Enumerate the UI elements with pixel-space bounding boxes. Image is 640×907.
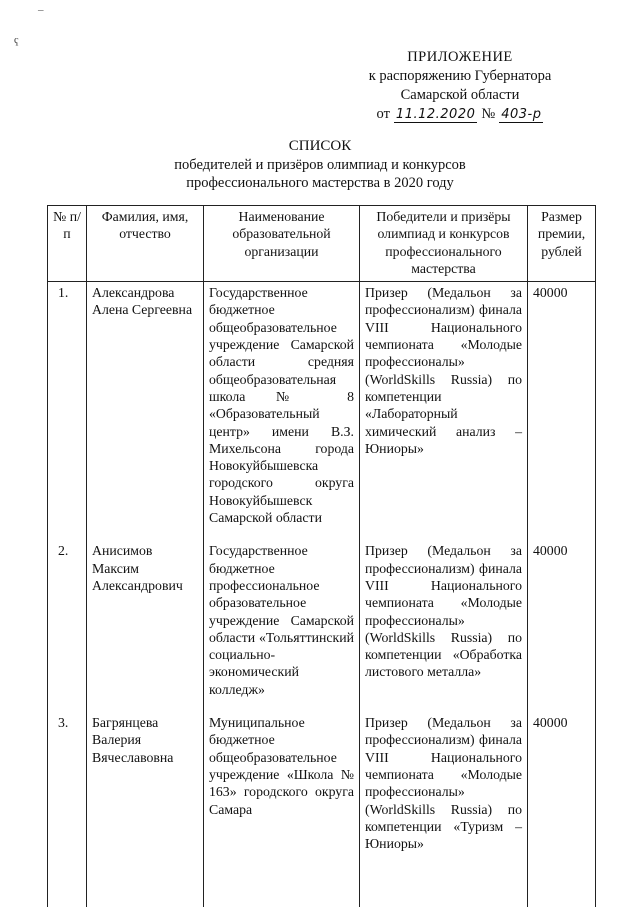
decree-date-handwritten: 11.12.2020	[395, 107, 476, 122]
appendix-block	[355, 48, 565, 124]
title-line-3: профессионального мастерства в 2020 году	[186, 175, 454, 191]
row-number: 1.	[48, 282, 87, 541]
row-number: 3.	[48, 712, 87, 907]
row-award: Призер (Медальон за профессионализм) финала VIII Национального чемпионата «Молодые профессионалы» (WorldSkills Russia) по компетенции «Туризм – Юниоры»	[360, 712, 528, 907]
decree-number-handwritten: 403-р	[501, 107, 542, 122]
row-organization: Государственное бюджетное общеобразовательное учреждение Самарской области средняя общеобразовательная школа № 8 «Образовательный центр» имени В.З. Михельсона города Новокуйбышевска городского округа Новокуйбышевск Самарской области	[204, 282, 360, 541]
row-name: Анисимов Максим Александрович	[87, 540, 204, 712]
document-title	[0, 137, 640, 192]
row-prize: 40000	[528, 712, 596, 907]
corner-scan-mark: ҁ	[14, 34, 19, 46]
table-row	[48, 540, 596, 712]
header-number: № п/п	[48, 206, 87, 282]
decree-date-number	[355, 105, 565, 124]
row-name: Багрянцева Валерия Вячеславовна	[87, 712, 204, 907]
title-line-2: победителей и призёров олимпиад и конкурсов	[174, 157, 466, 173]
table-row	[48, 712, 596, 907]
number-prefix: №	[481, 106, 496, 122]
winners-table	[47, 205, 596, 907]
header-name: Фамилия, имя, отчество	[87, 206, 204, 282]
row-organization: Государственное бюджетное профессиональное образовательное учреждение Самарской области «Тольяттинский социально-экономический колледж»	[204, 540, 360, 712]
title-line-1: СПИСОК	[288, 138, 352, 154]
row-prize: 40000	[528, 282, 596, 541]
row-organization: Муниципальное бюджетное общеобразовательное учреждение «Школа № 163» городского округа Самара	[204, 712, 360, 907]
appendix-line-2: Самарской области	[400, 87, 520, 103]
date-prefix: от	[376, 106, 390, 122]
row-award: Призер (Медальон за профессионализм) финала VIII Национального чемпионата «Молодые профессионалы» (WorldSkills Russia) по компетенции «Лабораторный химический анализ – Юниоры»	[360, 282, 528, 541]
appendix-line-1: к распоряжению Губернатора	[368, 68, 552, 84]
corner-dash-mark: –	[38, 4, 44, 16]
table-row	[48, 282, 596, 541]
row-award: Призер (Медальон за профессионализм) финала VIII Национального чемпионата «Молодые профессионалы» (WorldSkills Russia) по компетенции «Обработка листового металла»	[360, 540, 528, 712]
header-prize: Размер премии, рублей	[528, 206, 596, 282]
row-prize: 40000	[528, 540, 596, 712]
header-award: Победители и призёры олимпиад и конкурсов профессионального мастерства	[360, 206, 528, 282]
appendix-heading: ПРИЛОЖЕНИЕ	[407, 49, 513, 65]
row-name: Александрова Алена Сергеевна	[87, 282, 204, 541]
row-number: 2.	[48, 540, 87, 712]
table-header-row	[48, 206, 596, 282]
header-organization: Наименование образовательной организации	[204, 206, 360, 282]
